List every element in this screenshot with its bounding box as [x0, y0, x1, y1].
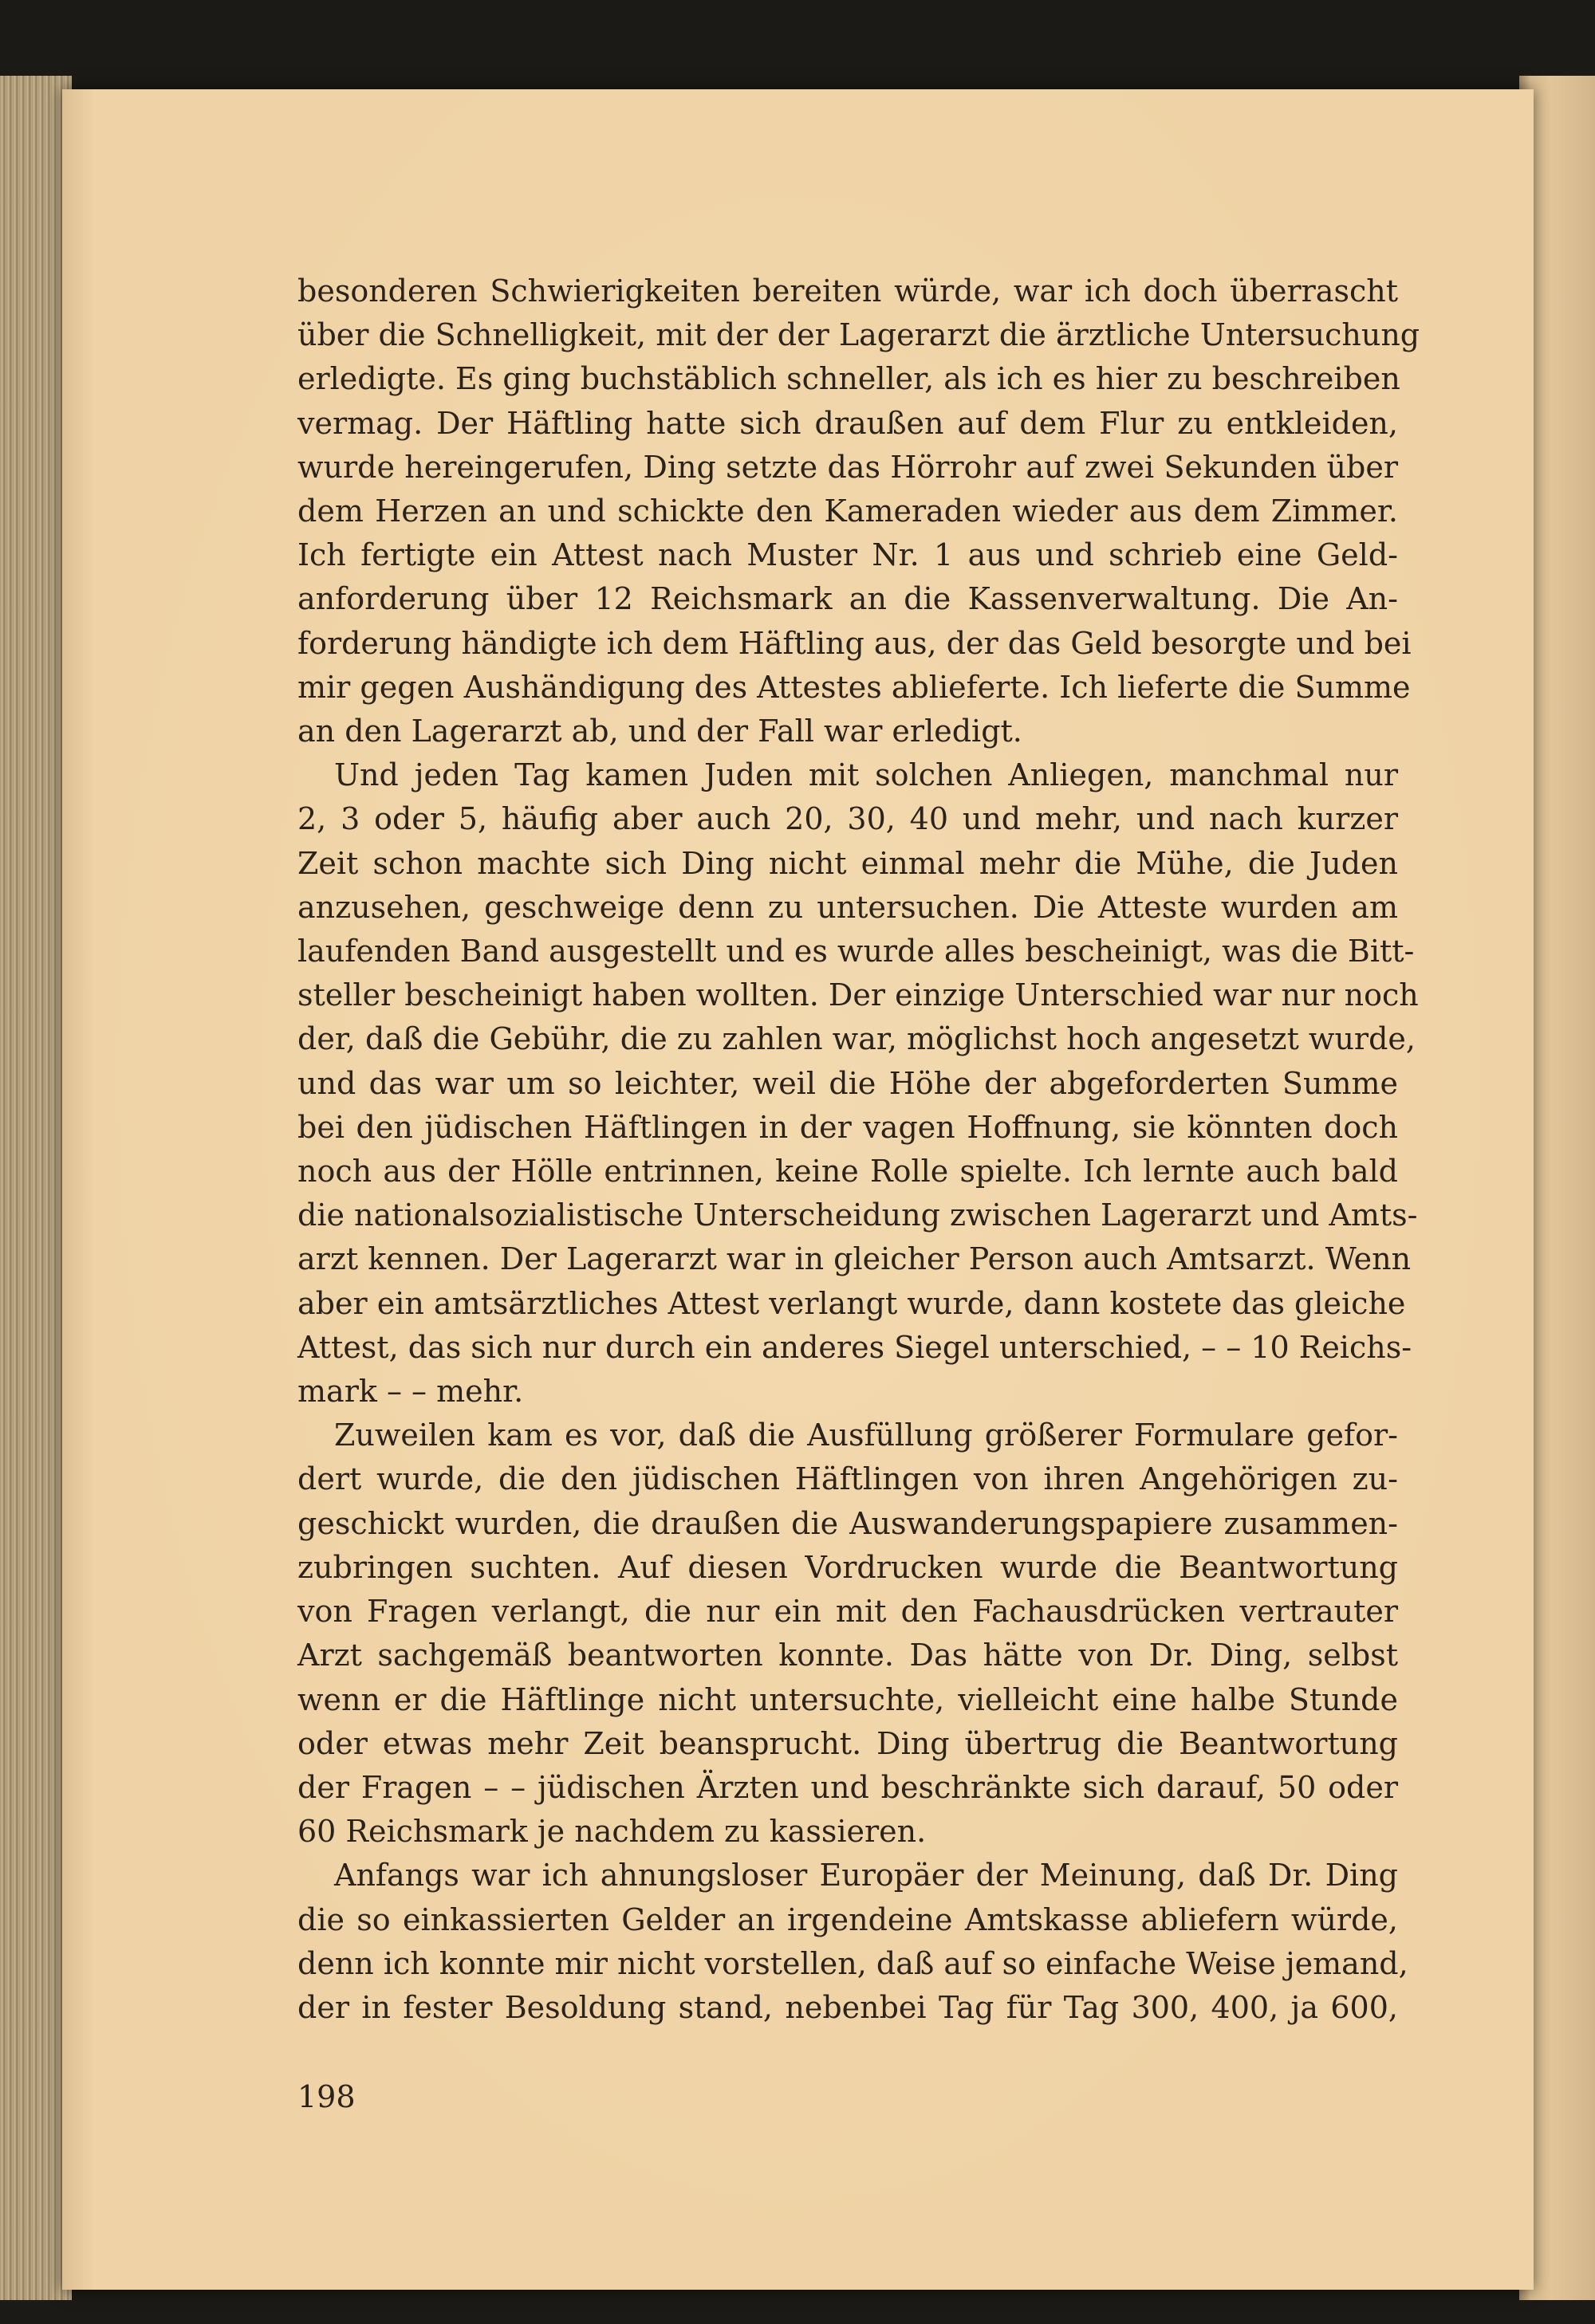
text-line: besonderen Schwierigkeiten bereiten würde, war ich doch überrascht [297, 273, 1398, 309]
text-line: noch aus der Hölle entrinnen, keine Rolle spielte. Ich lernte auch bald [297, 1154, 1398, 1190]
text-line: anforderung über 12 Reichsmark an die Kassenverwaltung. Die An- [297, 581, 1398, 617]
text-line: zubringen suchten. Auf diesen Vordrucken wurde die Beantwortung [297, 1549, 1398, 1585]
text-line: und das war um so leichter, weil die Höhe der abgeforderten Summe [297, 1065, 1398, 1101]
paragraph [297, 1854, 1408, 2030]
text-line: der Fragen – – jüdischen Ärzten und beschränkte sich darauf, 50 oder [297, 1769, 1398, 1805]
paragraph [297, 1414, 1398, 1854]
text-line: bei den jüdischen Häftlingen in der vagen Hoffnung, sie könnten doch [297, 1109, 1398, 1145]
text-line: Ich fertigte ein Attest nach Muster Nr. 1 aus und schrieb eine Geld- [297, 537, 1398, 573]
page-number: 198 [297, 2079, 356, 2114]
text-line: Attest, das sich nur durch ein anderes Siegel unterschied, – – 10 Reichs- [297, 1329, 1412, 1365]
text-line: denn ich konnte mir nicht vorstellen, daß auf so einfache Weise jemand, [297, 1945, 1408, 1981]
text-line: an den Lagerarzt ab, und der Fall war erledigt. [297, 714, 1022, 749]
text-line: die nationalsozialistische Unterscheidung zwischen Lagerarzt und Amts- [297, 1197, 1418, 1233]
text-line: dem Herzen an und schickte den Kameraden wieder aus dem Zimmer. [297, 494, 1398, 529]
book-page-edges-left [0, 76, 72, 2300]
text-line: die so einkassierten Gelder an irgendeine Amtskasse abliefern würde, [297, 1901, 1398, 1937]
body-text [297, 269, 1420, 2030]
text-line: mark – – mehr. [297, 1374, 524, 1410]
text-line: wenn er die Häftlinge nicht untersuchte, vielleicht eine halbe Stunde [297, 1681, 1398, 1717]
text-line: 60 Reichsmark je nachdem zu kassieren. [297, 1814, 927, 1850]
text-line: der in fester Besoldung stand, nebenbei Tag für Tag 300, 400, ja 600, [297, 1989, 1398, 2025]
paragraph [297, 269, 1420, 753]
text-line: anzusehen, geschweige denn zu untersuchen. Die Atteste wurden am [297, 889, 1398, 925]
text-line: 2, 3 oder 5, häufig aber auch 20, 30, 40 und mehr, und nach kurzer [297, 801, 1398, 837]
text-line: von Fragen verlangt, die nur ein mit den Fachausdrücken vertrauter [297, 1594, 1398, 1630]
text-line: aber ein amtsärztliches Attest verlangt wurde, dann kostete das gleiche [297, 1285, 1406, 1321]
text-line: erledigte. Es ging buchstäblich schneller, als ich es hier zu beschreiben [297, 361, 1400, 397]
text-line: Zuweilen kam es vor, daß die Ausfüllung größerer Formulare gefor- [334, 1418, 1398, 1453]
text-line: Anfangs war ich ahnungsloser Europäer der Meinung, daß Dr. Ding [334, 1858, 1398, 1893]
text-line: arzt kennen. Der Lagerarzt war in gleicher Person auch Amtsarzt. Wenn [297, 1241, 1412, 1277]
text-line: Und jeden Tag kamen Juden mit solchen Anliegen, manchmal nur [334, 757, 1398, 793]
text-line: dert wurde, die den jüdischen Häftlingen von ihren Angehörigen zu- [297, 1461, 1398, 1497]
text-line: geschickt wurden, die draußen die Auswanderungspapiere zusammen- [297, 1505, 1398, 1541]
text-line: vermag. Der Häftling hatte sich draußen auf dem Flur zu entkleiden, [297, 405, 1398, 441]
text-line: Arzt sachgemäß beantworten konnte. Das hätte von Dr. Ding, selbst [297, 1638, 1398, 1673]
paragraph [297, 753, 1419, 1414]
text-line: mir gegen Aushändigung des Attestes ablieferte. Ich lieferte die Summe [297, 669, 1411, 705]
text-line: forderung händigte ich dem Häftling aus, der das Geld besorgte und bei [297, 625, 1412, 661]
text-line: Zeit schon machte sich Ding nicht einmal mehr die Mühe, die Juden [297, 845, 1398, 881]
text-line: der, daß die Gebühr, die zu zahlen war, möglichst hoch angesetzt wurde, [297, 1021, 1416, 1057]
text-line: über die Schnelligkeit, mit der der Lagerarzt die ärztliche Untersuchung [297, 317, 1420, 353]
text-line: wurde hereingerufen, Ding setzte das Hörrohr auf zwei Sekunden über [297, 449, 1398, 485]
text-line: oder etwas mehr Zeit beansprucht. Ding übertrug die Beantwortung [297, 1725, 1398, 1761]
text-line: laufenden Band ausgestellt und es wurde alles bescheinigt, was die Bitt- [297, 934, 1415, 969]
text-line: steller bescheinigt haben wollten. Der einzige Unterschied war nur noch [297, 977, 1419, 1013]
